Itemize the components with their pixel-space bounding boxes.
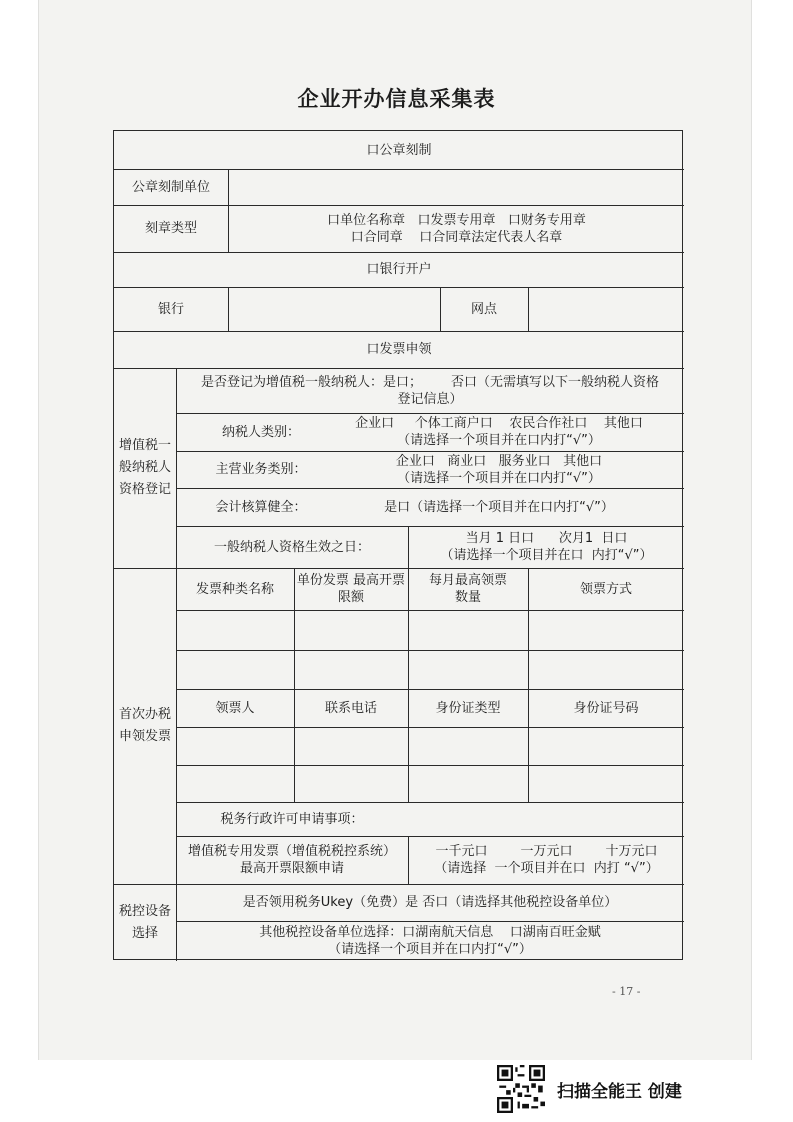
taxpayer-type-options[interactable] [314,413,684,451]
accounting-options[interactable]: 是口（请选择一个项目并在口内打“√”） [384,499,614,515]
scanner-watermark [497,1063,682,1115]
permit-label: 税务行政许可申请事项： [220,811,364,827]
invoice-type-header: 发票种类名称 [195,581,274,597]
effective-date-options[interactable] [409,526,684,568]
ukey-option[interactable]: 是否领用税务Ukey（免费）是 否口（请选择其他税控设备单位） [242,895,618,910]
special-invoice-line1: 增值税专用发票（增值税税控系统） [187,844,396,859]
limit-options-text: 一千元口 一万元口 十万元口 [435,844,658,859]
row-divider [176,727,684,728]
effective-date-note: （请选择一个项目并在口 内打“√”） [440,548,653,563]
limit-options[interactable] [409,836,684,884]
bank-section-header: 口银行开户 [366,262,432,277]
first-invoice-side-label: 首次办税申领发票 [118,707,171,744]
row-divider [176,650,684,651]
bank-label: 银行 [157,301,184,317]
business-type-options[interactable] [314,451,684,488]
bank-field[interactable] [229,287,440,331]
seal-unit-field[interactable] [229,169,684,205]
vat-side-label: 增值税一般纳税人资格登记 [118,438,171,497]
phone-header: 联系电话 [324,700,377,716]
page-title: 企业开办信息采集表 [297,86,496,111]
id-number-header: 身份证号码 [573,700,639,716]
effective-date-options-text: 当月 1 日口 次月1 日口 [465,531,628,546]
accounting-label: 会计核算健全： [215,499,307,515]
taxpayer-type-options-text: 企业口 个体工商户口 农民合作社口 其他口 [355,416,643,431]
seal-type-options[interactable] [229,205,684,252]
business-type-note: （请选择一个项目并在口内打“√”） [397,470,601,486]
other-device-line2: （请选择一个项目并在口内打“√”） [328,942,532,957]
branch-field[interactable] [529,287,684,331]
business-type-label: 主营业务类别： [215,462,307,477]
page-number: - 17 - [612,985,641,998]
business-type-options-text: 企业口 商业口 服务业口 其他口 [395,453,603,469]
receiver-header: 领票人 [215,700,255,716]
qr-code-icon [497,1065,545,1113]
row-divider [176,610,684,611]
branch-label: 网点 [470,301,497,317]
vat-question-line2: 登记信息） [397,391,463,407]
seal-type-label: 刻章类型 [144,221,197,236]
info-form-table [113,130,683,960]
special-invoice-line2: 最高开票限额申请 [239,861,344,876]
taxpayer-type-label: 纳税人类别： [221,424,300,440]
seal-type-line1: 口单位名称章 口发票专用章 口财务专用章 [327,212,586,228]
row-divider [176,765,684,766]
limit-note: （请选择 一个项目并在口 内打 “√”） [434,861,659,876]
id-type-header: 身份证类型 [435,700,501,716]
tax-control-side-label: 税控设备选择 [118,903,171,941]
seal-unit-label: 公章刻制单位 [131,179,210,195]
scanner-brand-text: 扫描全能王 创建 [557,1081,682,1102]
receive-method-header: 领票方式 [579,581,632,597]
seal-section-header: 口公章刻制 [366,142,432,158]
vat-question[interactable] [176,368,684,413]
single-limit-header: 单份发票 最高开票限额 [296,573,406,605]
special-invoice-label [176,836,408,884]
taxpayer-type-note: （请选择一个项目并在口内打“√”） [397,433,601,448]
effective-date-label: 一般纳税人资格生效之日： [213,539,370,555]
monthly-quantity-header: 每月最高领票数量 [428,573,507,605]
vat-question-line1: 是否登记为增值税一般纳税人：是口； 否口（无需填写以下一般纳税人资格 [201,374,659,390]
invoice-section-header: 口发票申领 [366,342,432,357]
other-device-options[interactable] [176,921,684,961]
other-device-line1: 其他税控设备单位选择：口湖南航天信息 口湖南百旺金赋 [259,925,601,940]
seal-type-line2: 口合同章 口合同章法定代表人名章 [350,229,563,245]
